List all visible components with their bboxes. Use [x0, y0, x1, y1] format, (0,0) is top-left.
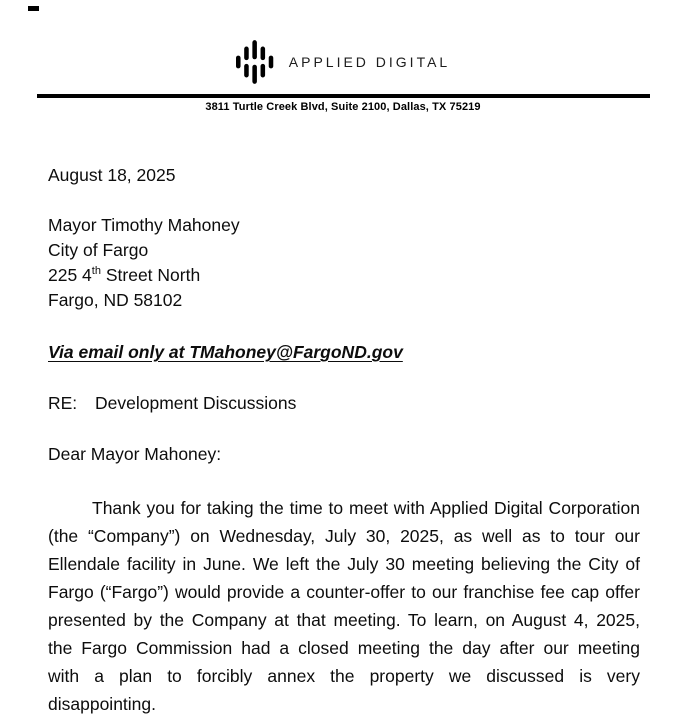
recipient-street	[48, 263, 640, 288]
salutation: Dear Mayor Mahoney:	[48, 444, 222, 464]
company-name: APPLIED DIGITAL	[288, 54, 451, 70]
applied-digital-logo-icon	[236, 38, 276, 86]
via-email-line: Via email only at TMahoney@FargoND.gov	[48, 342, 403, 362]
letter-date: August 18, 2025	[48, 165, 176, 185]
letter-body	[0, 163, 686, 718]
letterhead-address: 3811 Turtle Creek Blvd, Suite 2100, Dallas, TX 75219	[205, 101, 481, 113]
street-name: Street North	[100, 265, 201, 285]
re-line	[48, 391, 640, 416]
recipient-block	[48, 213, 640, 313]
letterhead-rule	[37, 94, 650, 98]
recipient-name: Mayor Timothy Mahoney	[48, 215, 240, 235]
re-label: RE:	[48, 393, 78, 413]
letterhead	[0, 0, 686, 113]
company-logo	[0, 38, 686, 86]
scan-artifact	[28, 6, 39, 11]
recipient-org: City of Fargo	[48, 240, 149, 260]
body-paragraph: Thank you for taking the time to meet with Applied Digital Corporation (the “Company”) on Wednesday, July 30, 2025, as well as to tour our Ellendale facility in June. We left the July 30 meeting believing the City of Fargo (“Fargo”) would provide a counter-offer to our franchise fee cap offer presented by the Company at that meeting. To learn, on August 4, 2025, the Fargo Commission had a closed meeting the day after our meeting with a plan to forcibly annex the property we discussed is very disappointing.	[48, 498, 640, 714]
re-subject: Development Discussions	[95, 393, 297, 413]
recipient-city-state-zip: Fargo, ND 58102	[48, 290, 183, 310]
street-number: 225 4	[48, 265, 92, 285]
street-ordinal: th	[91, 265, 101, 278]
